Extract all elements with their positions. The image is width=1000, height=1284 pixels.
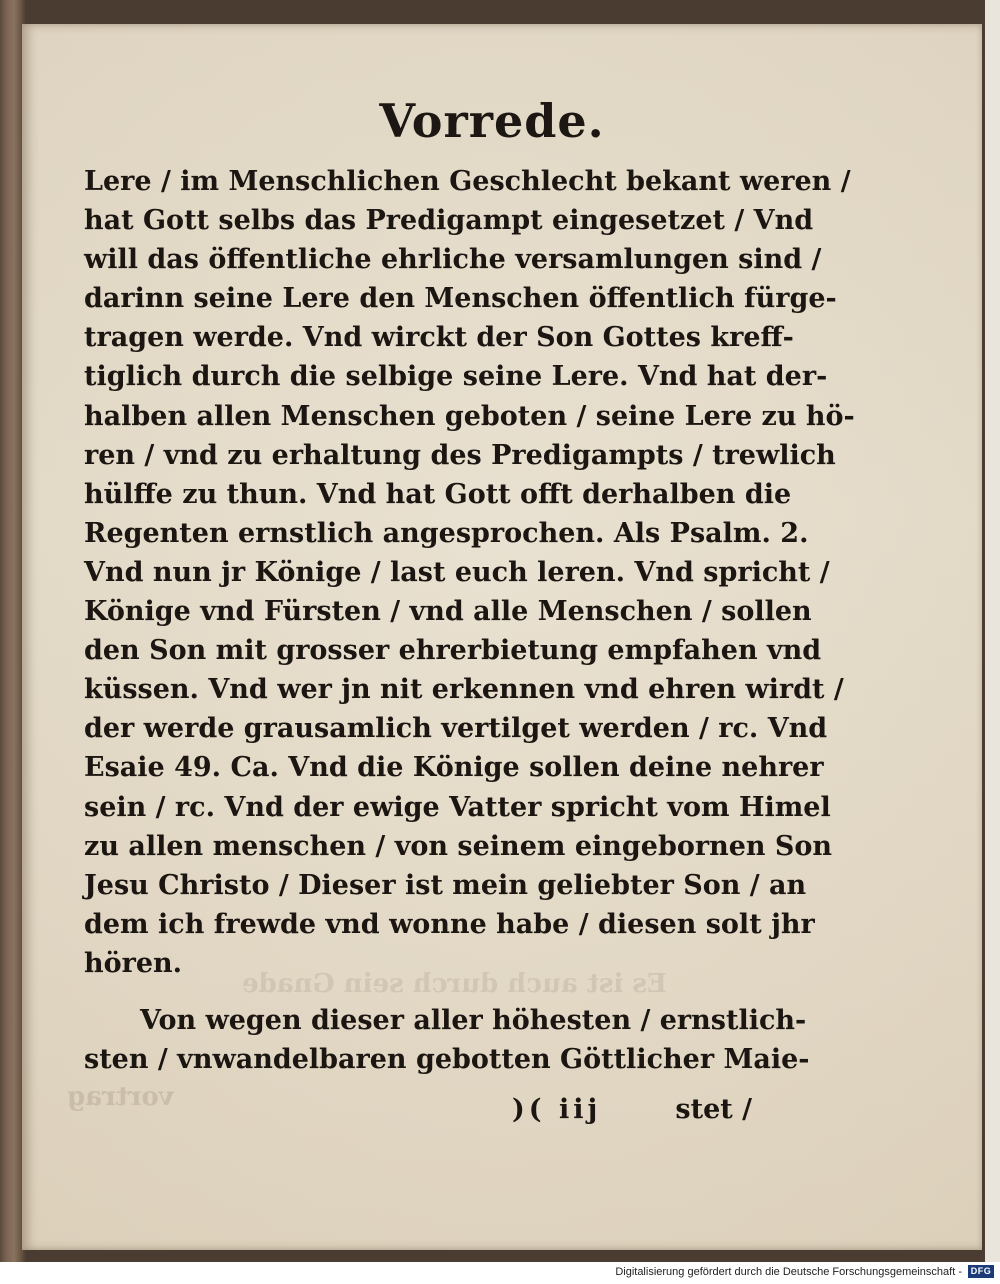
- signature-mark: )( iij: [512, 1094, 602, 1125]
- text-line: Esaie 49. Ca. Vnd die Könige sollen deine nehrer: [84, 752, 824, 784]
- text-line: tragen werde. Vnd wirckt der Son Gottes kreff-: [84, 322, 794, 354]
- text-line: Von wegen dieser aller höhesten / ernstlich-: [140, 1004, 807, 1036]
- show-through-text: Es ist auch durch sein Gnade: [242, 969, 667, 999]
- page-footer-line: [502, 1094, 752, 1134]
- scan-margin: [985, 0, 1000, 1262]
- text-line: sein / rc. Vnd der ewige Vatter spricht vom Himel: [84, 791, 831, 823]
- text-line: halben allen Menschen geboten / seine Lere zu hö-: [84, 400, 855, 432]
- book-page: [22, 24, 982, 1250]
- text-line: zu allen menschen / von seinem eingebornen Son: [84, 830, 833, 862]
- text-line: Könige vnd Fürsten / vnd alle Menschen / sollen: [84, 596, 812, 628]
- text-line: will das öffentliche ehrliche versamlungen sind /: [84, 244, 822, 276]
- dfg-logo-icon: DFG: [968, 1265, 994, 1278]
- text-line: ren / vnd zu erhaltung des Predigampts / trewlich: [84, 439, 836, 471]
- text-line: darinn seine Lere den Menschen öffentlich fürge-: [84, 283, 837, 315]
- text-line: Regenten ernstlich angesprochen. Als Psalm. 2.: [84, 517, 809, 549]
- text-line: tiglich durch die selbige seine Lere. Vnd hat der-: [84, 361, 828, 393]
- text-line: Lere / im Menschlichen Geschlecht bekant weren /: [84, 166, 851, 197]
- text-line: der werde grausamlich vertilget werden / rc. Vnd: [84, 713, 828, 745]
- text-line: küssen. Vnd wer jn nit erkennen vnd ehren wirdt /: [84, 674, 844, 706]
- text-line: Vnd nun jr Könige / last euch leren. Vnd spricht /: [84, 556, 830, 588]
- catchword: stet /: [675, 1094, 752, 1125]
- body-text: [84, 162, 855, 1079]
- show-through-text-2: vortrag: [67, 1082, 174, 1112]
- page-title: Vorrede.: [379, 94, 605, 148]
- text-line: dem ich frewde vnd wonne habe / diesen solt jhr: [84, 908, 815, 940]
- text-line: Jesu Christo / Dieser ist mein geliebter Son / an: [84, 869, 807, 901]
- text-line: hülffe zu thun. Vnd hat Gott offt derhalben die: [84, 478, 792, 510]
- digitization-credit: Digitalisierung gefördert durch die Deutsche Forschungsgemeinschaft -: [615, 1266, 962, 1278]
- text-line: den Son mit grosser ehrerbietung empfahen vnd: [84, 635, 822, 667]
- text-line: hat Gott selbs das Predigampt eingesetzet / Vnd: [84, 205, 814, 237]
- paragraph-gap: [84, 983, 774, 1001]
- text-line: hören.: [84, 947, 183, 979]
- text-line: sten / vnwandelbaren gebotten Göttlicher Maie-: [84, 1044, 810, 1076]
